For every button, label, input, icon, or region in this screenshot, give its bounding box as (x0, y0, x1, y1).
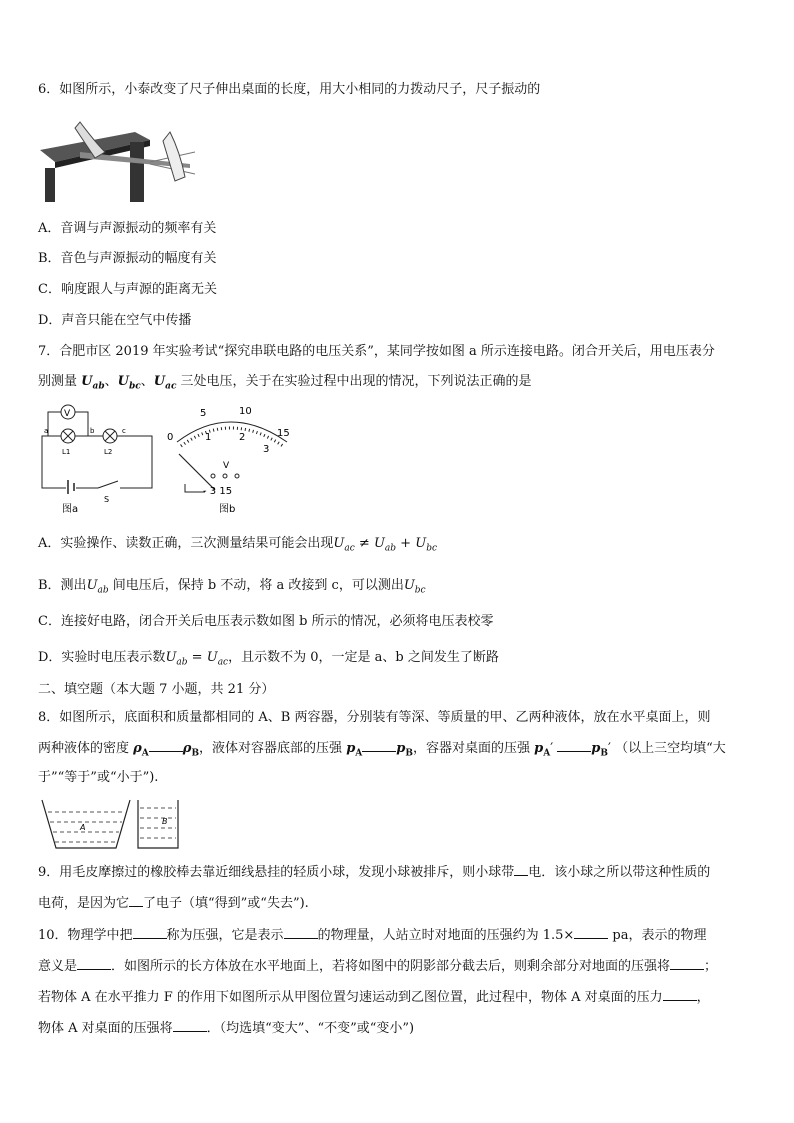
container-b-label: B (162, 817, 168, 826)
scale-0: 0 (167, 432, 174, 443)
circuit-figure-a (38, 402, 158, 514)
section-fill-in-title: 二、填空题（本大题 7 小题，共 21 分） (38, 682, 275, 697)
q7-stem-line2: 别测量 $U_{ab}$、$U_{bc}$、$U_{ac}$ 三处电压，关于在实验过程中出现的情况，下列说法正确的是 (38, 374, 532, 392)
scale-15: 15 (277, 428, 290, 439)
q9-line1: 9．用毛皮摩擦过的橡胶棒去靠近细线悬挂的轻质小球，发现小球被排斥，则小球带 电．该小球之所以带这种性质的 (38, 862, 710, 883)
scale-1: 1 (205, 432, 212, 443)
node-a-label: a (44, 427, 49, 435)
voltmeter-figure-b (165, 402, 300, 514)
scale-2: 2 (239, 432, 246, 443)
q8-line2: 两种液体的密度 $\rho_A$ $\rho_B$，液体对容器底部的压强 $p_A$ $p_B$，容器对桌面的压强 $p_A'$ $p_B'$ （以上三空均填“大 (38, 738, 726, 764)
node-b-label: b (90, 427, 95, 435)
q10-line1: 10．物理学中把 称为压强，它是表示 的物理量，人站立时对地面的压强约为 1.5× pa，表示的物理 (38, 925, 706, 946)
q6-option-c: C．响度跟人与声源的距离无关 (38, 282, 217, 297)
figure-b-caption: 图b (219, 504, 236, 514)
q10-line4: 物体 A 对桌面的压强将 ．（均选填“变大”、“不变”或“变小”) (38, 1018, 414, 1039)
containers-figure (38, 794, 183, 852)
q6-option-a: A．音调与声源振动的频率有关 (38, 221, 217, 236)
q7-option-a: A．实验操作、读数正确，三次测量结果可能会出现$U_{ac} \ne U_{ab} + U_{bc}$ (38, 536, 437, 554)
container-a-label: A (80, 823, 86, 832)
q7-option-b: B．测出$U_{ab}$ 间电压后，保持 b 不动，将 a 改接到 c，可以测出$U_{bc}$ (38, 578, 426, 596)
q6-option-b: B．音色与声源振动的幅度有关 (38, 251, 217, 266)
meter-terminals-label: - 3 15 (203, 486, 233, 497)
voltmeter-v-label: V (64, 409, 71, 419)
q6-option-d: D．声音只能在空气中传播 (38, 313, 192, 328)
q9-line2: 电荷，是因为它 了电子（填“得到”或“失去”). (38, 893, 309, 914)
q8-line1: 8．如图所示，底面积和质量都相同的 A、B 两容器，分别装有等深、等质量的甲、乙两种液体，放在水平桌面上，则 (38, 710, 711, 725)
q7-option-c: C．连接好电路，闭合开关后电压表示数如图 b 所示的情况，必须将电压表校零 (38, 614, 494, 629)
q8-line3: 于”“等于”或“小于”). (38, 770, 159, 785)
lamp-l1-label: L1 (62, 448, 71, 456)
meter-v-label: V (223, 461, 230, 471)
switch-s-label: S (104, 495, 110, 504)
scale-3: 3 (263, 444, 270, 455)
q7-stem-line1: 7．合肥市区 2019 年实验考试“探究串联电路的电压关系”，某同学按如图 a 所示连接电路。闭合开关后，用电压表分 (38, 344, 715, 359)
node-c-label: c (122, 427, 126, 435)
q10-line2: 意义是 ．如图所示的长方体放在水平地面上，若将如图中的阴影部分截去后，则剩余部分对地面的压强将 ； (38, 956, 717, 977)
q10-line3: 若物体 A 在水平推力 F 的作用下如图所示从甲图位置匀速运动到乙图位置，此过程中，物体 A 对桌面的压力 ， (38, 987, 710, 1008)
scale-top-10: 10 (239, 406, 252, 417)
scale-top-5: 5 (200, 408, 207, 419)
q6-stem: 6．如图所示，小泰改变了尺子伸出桌面的长度，用大小相同的力拨动尺子，尺子振动的 (38, 82, 541, 97)
q7-option-d: D．实验时电压表示数$U_{ab} = U_{ac}$，且示数不为 0，一定是 a、b 之间发生了断路 (38, 650, 499, 668)
ruler-table-figure (40, 112, 200, 202)
lamp-l2-label: L2 (104, 448, 113, 456)
figure-a-caption: 图a (62, 504, 79, 514)
